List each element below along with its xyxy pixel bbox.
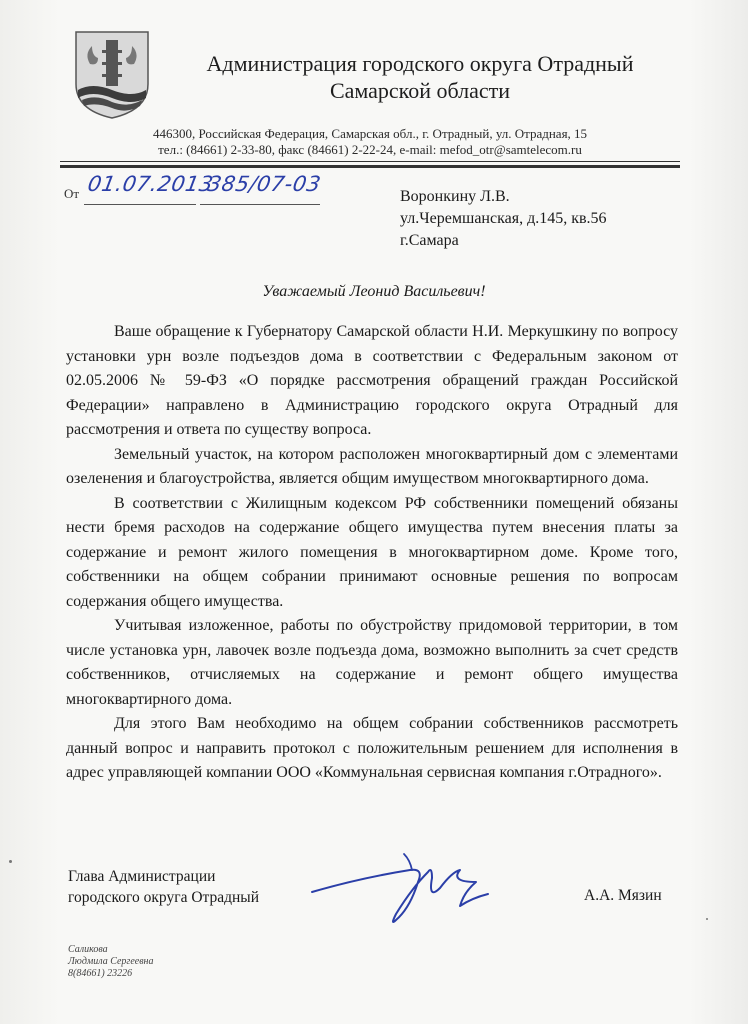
organization-name-line1: Администрация городского округа Отрадный [206,51,634,76]
body-paragraph: Для этого Вам необходимо на общем собрании собственников рассмотреть данный вопрос и направить протокол с положительным решением для исполнения в адрес управляющей компании ООО «Коммунальная сервисная компания г.Отрадного». [66,715,678,781]
organization-name [170,50,670,104]
recipient-block [400,186,607,252]
recipient-street: ул.Черемшанская, д.145, кв.56 [400,210,607,227]
letter-body [66,320,678,786]
from-label: От [64,186,80,201]
recipient-city: г.Самара [400,232,459,249]
signatory-title [68,866,259,908]
body-paragraph: Ваше обращение к Губернатору Самарской области Н.И. Меркушкину по вопросу установки урн возле подъездов дома в соответствии с Федеральным законом от 02.05.2006 № 59-ФЗ «О порядке рассмотрения обращений граждан Российской Федерации» направлено в Администрацию городского округа Отрадный для рассмотрения и ответа по существу вопроса. [66,323,678,438]
scan-speck [706,918,708,920]
executor-block [68,944,154,980]
header-divider-thick [60,165,680,168]
recipient-name: Воронкину Л.В. [400,188,510,205]
signatory-title-line2: городского округа Отрадный [68,889,259,906]
header-divider-thin [60,161,680,162]
executor-surname: Саликова [68,944,108,955]
body-paragraph: В соответствии с Жилищным кодексом РФ собственники помещений обязаны нести бремя расходов на содержание общего имущества путем внесения платы за содержание и ремонт жилого помещения в многоквартирном доме. Кроме того, собственники на общем собрании принимают основные решения по вопросам содержания общего имущества. [66,494,678,610]
executor-given-names: Людмила Сергеевна [68,956,154,967]
scan-speck [9,860,12,863]
organization-name-line2: Самарской области [329,78,511,103]
contacts-line: тел.: (84661) 2-33-80, факс (84661) 2-22-24, e-mail: mefod_otr@samtelecom.ru [158,142,582,157]
date-underline [84,204,196,205]
address-line: 446300, Российская Федерация, Самарская обл., г. Отрадный, ул. Отрадная, 15 [152,126,588,141]
executor-phone: 8(84661) 23226 [68,968,133,979]
handwritten-date: 01.07.2013 [85,172,216,196]
city-coat-of-arms-icon [72,28,152,120]
handwritten-signature-icon [300,848,520,928]
organization-address [110,126,630,158]
signatory-title-line1: Глава Администрации [68,868,216,885]
salutation: Уважаемый Леонид Васильевич! [262,283,486,300]
body-paragraph: Учитывая изложенное, работы по обустройству придомовой территории, в том числе установка урн, лавочек возле подъезда дома, возможно выполнить за счет средств собственников, отчисляемых на содержание и ремонт общего имущества многоквартирного дома. [66,617,678,708]
body-paragraph: Земельный участок, на котором расположен многоквартирный дом с элементами озеленения и благоустройства, является общим имуществом многоквартирного дома. [66,445,678,487]
signatory-name: А.А. Мязин [584,887,662,904]
number-underline [200,204,320,205]
handwritten-number: 385/07-03 [205,172,323,196]
